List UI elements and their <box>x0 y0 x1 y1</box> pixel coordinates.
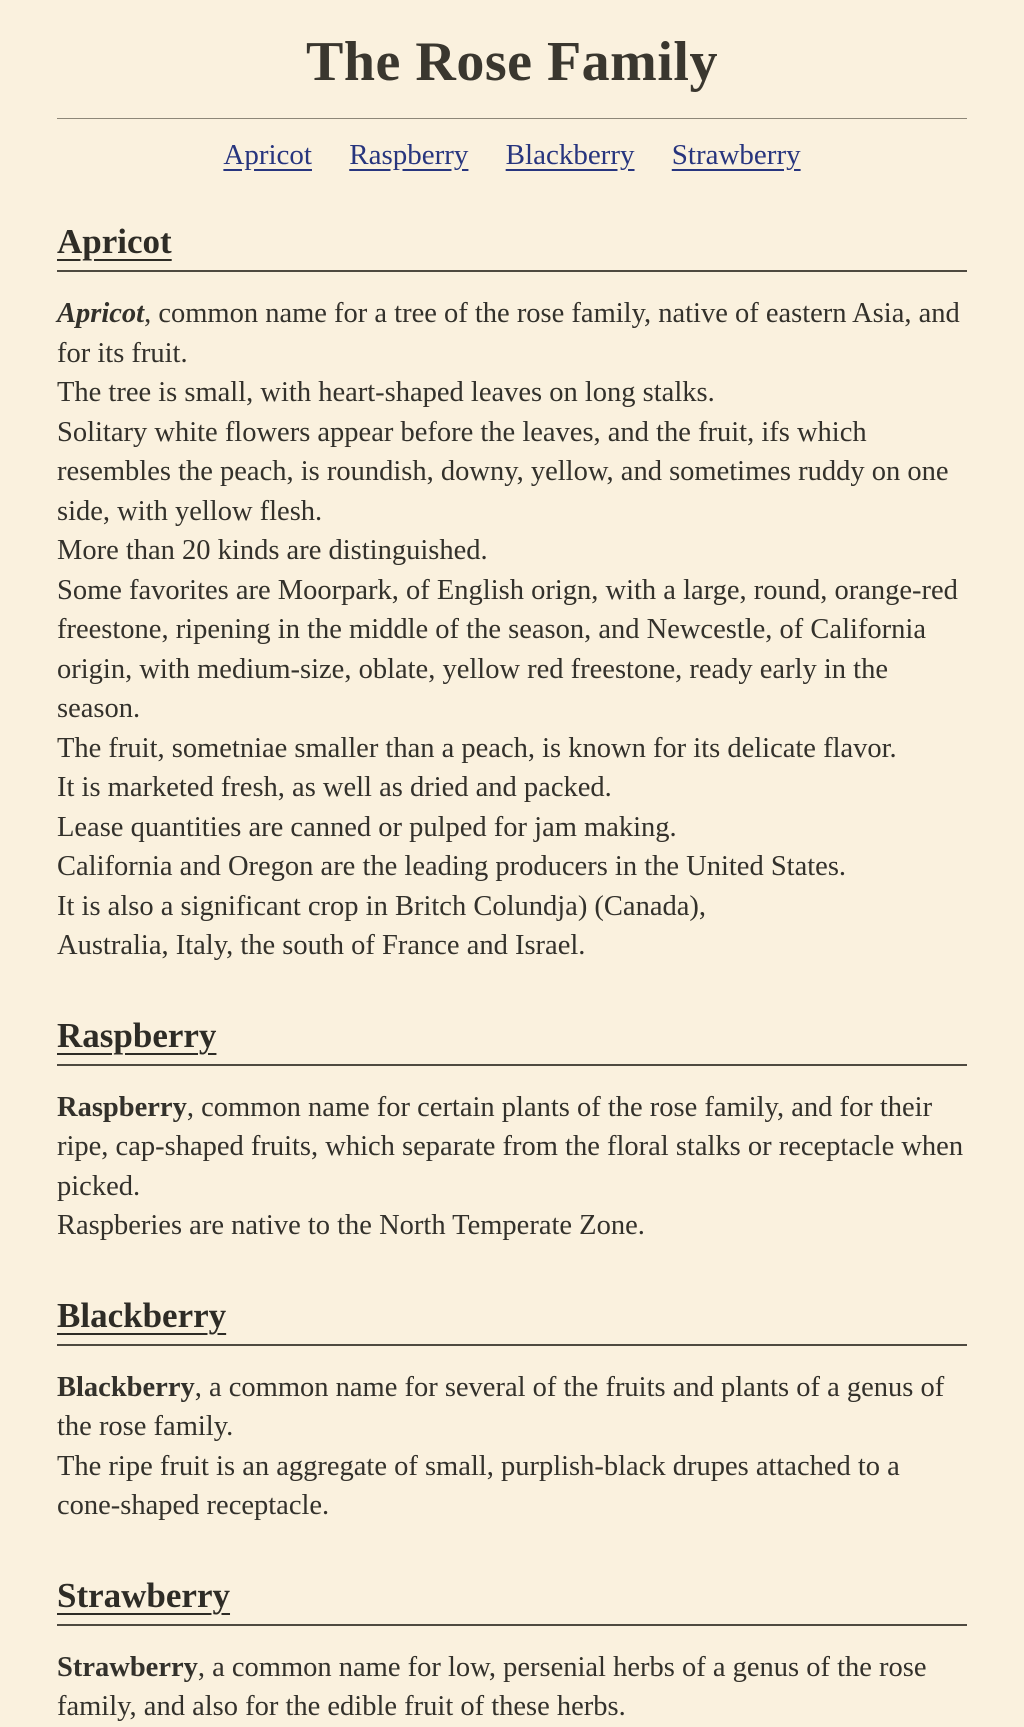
section-nav <box>57 139 967 172</box>
nav-link-raspberry[interactable]: Raspberry <box>349 139 469 171</box>
section-strawberry <box>57 1576 967 1727</box>
section-heading-blackberry: Blackberry <box>57 1296 967 1346</box>
sentence-line: Lease quantities are canned or pulped for jam making. <box>57 811 677 843</box>
sentence-line: Solitary white flowers appear before the leaves, and the fruit, ifs which resembles the peach, is roundish, downy, yellow, and sometimes ruddy on one side, with yellow flesh. <box>57 416 949 527</box>
section-heading-apricot: Apricot <box>57 222 967 272</box>
section-paragraph-apricot <box>57 294 967 966</box>
section-heading-strawberry: Strawberry <box>57 1576 967 1626</box>
lead-sentence: , a common name for low, persenial herbs of a genus of the rose family, and also for the edible fruit of these herbs. <box>57 1651 927 1722</box>
sentence-line: The tree is small, with heart-shaped leaves on long stalks. <box>57 377 715 408</box>
section-apricot <box>57 222 967 966</box>
section-blackberry <box>57 1296 967 1526</box>
lead-sentence: , common name for certain plants of the rose family, and for their ripe, cap-shaped fruits, which separate from the floral stalks or receptacle when picked. <box>57 1091 964 1202</box>
sentence-line: It is marketed fresh, as well as dried and packed. <box>57 772 612 803</box>
section-heading-raspberry: Raspberry <box>57 1016 967 1066</box>
sentence-line: Some favorites are Moorpark, of English orign, with a large, round, orange-red freestone, ripening in the middle of the season, and Newcestle, of California origin, with medium-size, oblate, yellow red freestone, ready early in the season. <box>57 574 958 724</box>
sentence-line: Australia, Italy, the south of France and Israel. <box>57 930 586 961</box>
section-raspberry <box>57 1016 967 1246</box>
sentence-line: California and Oregon are the leading producers in the United States. <box>57 851 847 882</box>
sentence-line: The fruit, sometniae smaller than a peach, is known for its delicate flavor. <box>57 732 897 764</box>
lead-term-apricot: Apricot <box>57 298 145 329</box>
lead-term-raspberry: Raspberry <box>57 1091 187 1123</box>
lead-sentence: , common name for a tree of the rose family, native of eastern Asia, and for its fruit. <box>57 298 960 369</box>
sentence-line: The ripe fruit is an aggregate of small, purplish-black drupes attached to a cone-shaped receptacle. <box>57 1450 900 1521</box>
lead-term-blackberry: Blackberry <box>57 1371 195 1403</box>
sentence-line: It is also a significant crop in Britch Colundja) (Canada), <box>57 890 707 922</box>
sentence-line: Raspberies are native to the North Temperate Zone. <box>57 1210 645 1241</box>
lead-sentence: , a common name for several of the fruits and plants of a genus of the rose family. <box>57 1371 945 1442</box>
section-paragraph-blackberry <box>57 1368 967 1526</box>
section-paragraph-raspberry <box>57 1088 967 1246</box>
page-title: The Rose Family <box>306 31 718 93</box>
sentence-line: More than 20 kinds are distinguished. <box>57 535 488 566</box>
nav-link-apricot[interactable]: Apricot <box>223 139 312 171</box>
section-paragraph-strawberry <box>57 1648 967 1727</box>
lead-term-strawberry: Strawberry <box>57 1651 198 1683</box>
nav-link-strawberry[interactable]: Strawberry <box>671 139 801 171</box>
title-divider <box>57 118 967 119</box>
nav-link-blackberry[interactable]: Blackberry <box>505 139 635 171</box>
